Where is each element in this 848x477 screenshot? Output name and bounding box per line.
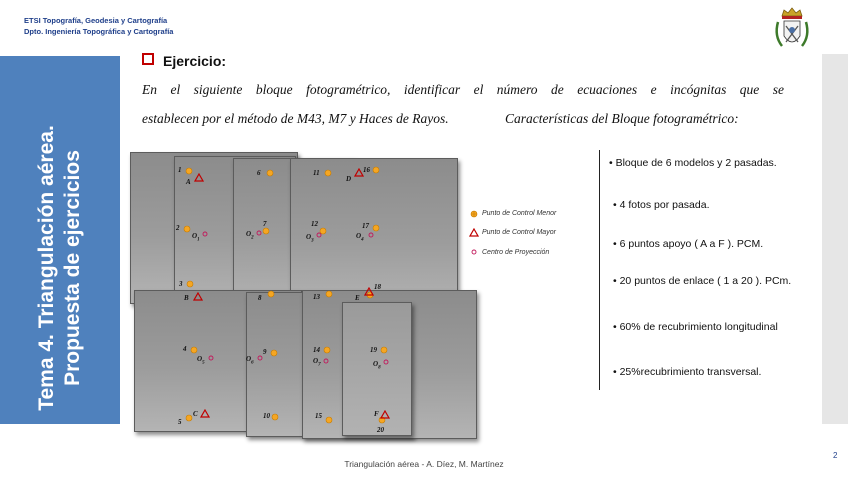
minor-control-point-icon	[190, 346, 198, 354]
tie-point-label: 20	[377, 426, 384, 434]
tie-point-label: 9	[263, 348, 267, 356]
major-control-point-icon	[200, 409, 210, 418]
tie-point-label: 2	[176, 224, 180, 232]
minor-control-point-icon	[372, 224, 380, 232]
topic-title	[34, 125, 86, 411]
minor-control-point-icon	[185, 414, 193, 422]
characteristic-item: • 60% de recubrimiento longitudinal	[613, 321, 778, 333]
footer-credit: Triangulación aérea - A. Díez, M. Martínez	[344, 459, 504, 469]
legend-projection-center-icon	[471, 249, 477, 255]
tie-point-label: 14	[313, 346, 320, 354]
tie-point-label: 5	[178, 418, 182, 426]
tie-point-label: 8	[258, 294, 262, 302]
projection-center-icon	[256, 230, 262, 236]
exercise-statement-line1: En el siguiente bloque fotogramétrico, identificar el número de ecuaciones e incógnitas que se	[142, 82, 784, 97]
projection-center-label: $O_6$	[246, 355, 254, 366]
projection-center-label: $O_2$	[246, 230, 254, 241]
tie-point-label: 10	[263, 412, 270, 420]
tie-point-label: 16	[363, 166, 370, 174]
institution-header: ETSI Topografía, Geodesia y Cartografía	[24, 16, 168, 25]
minor-control-point-icon	[183, 225, 191, 233]
control-point-label: E	[355, 294, 360, 302]
projection-center-icon	[383, 359, 389, 365]
projection-center-icon	[316, 232, 322, 238]
page-number: 2	[833, 451, 838, 460]
projection-center-icon	[257, 355, 263, 361]
major-control-point-icon	[194, 173, 204, 182]
tie-point-label: 4	[183, 345, 187, 353]
exercise-title: Ejercicio:	[163, 53, 227, 69]
projection-center-label: $O_7$	[313, 357, 321, 368]
tie-point-label: 13	[313, 293, 320, 301]
tie-point-label: 15	[315, 412, 322, 420]
control-point-label: C	[193, 410, 198, 418]
exercise-heading	[142, 53, 226, 69]
projection-center-label: $O_3$	[306, 233, 314, 244]
minor-control-point-icon	[186, 280, 194, 288]
legend-minor-point: Punto de Control Menor	[482, 210, 557, 217]
projection-center-label: $O_8$	[373, 360, 381, 371]
characteristic-item: • 25%recubrimiento transversal.	[613, 366, 762, 378]
characteristic-item: • 20 puntos de enlace ( 1 a 20 ). PCm.	[613, 275, 792, 287]
major-control-point-icon	[364, 287, 374, 296]
minor-control-point-icon	[325, 290, 333, 298]
tie-point-label: 6	[257, 169, 261, 177]
minor-control-point-icon	[262, 227, 270, 235]
legend-major-point-icon	[469, 228, 479, 237]
characteristic-item: • Bloque de 6 modelos y 2 pasadas.	[609, 157, 777, 169]
control-point-label: D	[346, 175, 352, 183]
right-decor-bar	[822, 54, 848, 424]
tie-point-label: 17	[362, 222, 369, 230]
control-point-label: F	[374, 410, 379, 418]
minor-control-point-icon	[372, 166, 380, 174]
major-control-point-icon	[380, 410, 390, 419]
control-point-label: B	[184, 294, 189, 302]
control-point-label: A	[186, 178, 191, 186]
topic-title-line2: Propuesta de ejercicios	[61, 150, 84, 386]
university-crest-icon	[770, 6, 814, 54]
minor-control-point-icon	[380, 346, 388, 354]
characteristic-item: • 6 puntos apoyo ( A a F ). PCM.	[613, 238, 764, 250]
topic-sidebar	[0, 56, 120, 424]
tie-point-label: 18	[374, 283, 381, 291]
tie-point-label: 1	[178, 166, 182, 174]
projection-center-label: $O_5$	[197, 355, 205, 366]
checkbox-bullet-icon	[142, 53, 154, 65]
tie-point-label: 19	[370, 346, 377, 354]
projection-center-icon	[323, 358, 329, 364]
topic-title-line1: Tema 4. Triangulación aérea.	[35, 125, 58, 411]
legend-projection-center: Centro de Proyección	[482, 249, 550, 256]
minor-control-point-icon	[323, 346, 331, 354]
minor-control-point-icon	[185, 167, 193, 175]
exercise-statement-line2: establecen por el método de M43, M7 y Haces de Rayos.	[142, 111, 449, 126]
projection-center-icon	[208, 355, 214, 361]
department-header: Dpto. Ingeniería Topográfica y Cartografía	[24, 27, 174, 36]
tie-point-label: 7	[263, 220, 267, 228]
minor-control-point-icon	[271, 413, 279, 421]
projection-center-icon	[368, 232, 374, 238]
legend-minor-point-icon	[470, 210, 478, 218]
minor-control-point-icon	[325, 416, 333, 424]
minor-control-point-icon	[324, 169, 332, 177]
major-control-point-icon	[193, 292, 203, 301]
projection-center-icon	[202, 231, 208, 237]
minor-control-point-icon	[266, 169, 274, 177]
projection-center-label: $O_1$	[192, 232, 200, 243]
characteristics-heading: Características del Bloque fotogramétrico:	[505, 111, 739, 126]
legend-major-point: Punto de Control Mayor	[482, 229, 556, 236]
tie-point-label: 12	[311, 220, 318, 228]
projection-center-label: $O_4$	[356, 232, 364, 243]
tie-point-label: 3	[179, 280, 183, 288]
minor-control-point-icon	[270, 349, 278, 357]
tie-point-label: 11	[313, 169, 320, 177]
divider-line	[599, 150, 600, 390]
major-control-point-icon	[354, 168, 364, 177]
minor-control-point-icon	[267, 290, 275, 298]
characteristic-item: • 4 fotos por pasada.	[613, 199, 710, 211]
